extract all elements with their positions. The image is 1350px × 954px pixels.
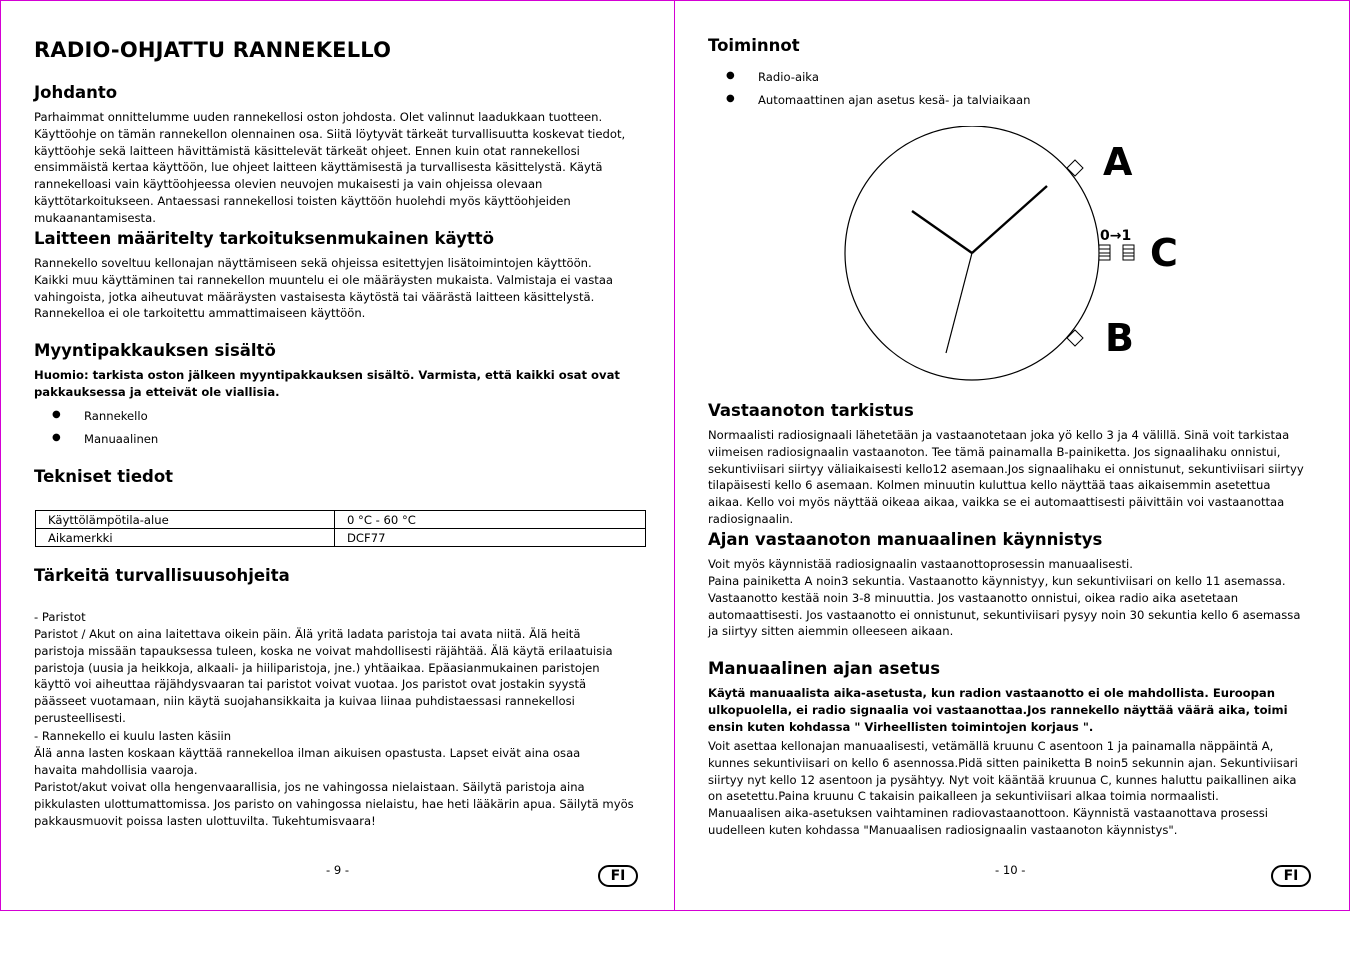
manual-reception-text-1: Voit myös käynnistää radiosignaalin vastaanottoprosessin manuaalisesti. bbox=[708, 557, 1133, 571]
functions-heading: Toiminnot bbox=[708, 36, 800, 55]
package-heading: Myyntipakkauksen sisältö bbox=[34, 341, 276, 360]
table-cell: Käyttölämpötila-alue bbox=[36, 511, 335, 529]
crown-c-icon bbox=[1099, 245, 1134, 260]
button-b-icon bbox=[1067, 330, 1083, 346]
battery-title: - Paristot bbox=[34, 610, 86, 624]
list-item: ● Manuaalinen bbox=[34, 431, 434, 454]
check-text: Normaalisti radiosignaali lähetetään ja vastaanotetaan joka yö kello 3 ja 4 välillä. Sinä voit tarkistaa viimeisen radiosignaalin vastaanoton. Tee tämä painamalla B-painiketta. Jos signaalihaku onnistui, sekuntiviisari siirtyy väliaikaisesti kello12 asemaan.Jos signaalihaku ei onnistunut, sekuntiviisari siirtyy tilapäisesti kello 6 asemaan. Kolmen minuutin kuluttua kello näyttää taas aikaisemmin asetettua aikaa. Kello voi myös näyttää oikeaa aikaa, vaikka se ei automaattisesti päivittäin voi vastaanottaa radiosignaalin. bbox=[708, 428, 1304, 526]
crown-position-label: 0→1 bbox=[1100, 228, 1132, 244]
language-badge: FI bbox=[598, 865, 638, 887]
minute-hand bbox=[972, 186, 1047, 253]
package-list bbox=[34, 408, 434, 453]
label-a: A bbox=[1103, 140, 1133, 184]
table-cell: 0 °C - 60 °C bbox=[335, 511, 646, 529]
hour-hand bbox=[912, 211, 972, 253]
label-c: C bbox=[1150, 231, 1178, 275]
manual-time-text-1: Voit asettaa kellonajan manuaalisesti, vetämällä kruunu C asentoon 1 ja painamalla näppäintä A, kunnes sekuntiviisari on kello 6 asennossa.Pidä sitten painiketta B noin5 sekunnin ajan. Sekuntiviisari siirtyy nyt kello 12 asentoon ja pysähtyy. Nyt voit kääntää kruunua C, kunnes haluttu paikallinen aika on asetettu.Paina kruunu C takaisin paikalleen ja sekuntiviisari alkaa toimia normaalisti. bbox=[708, 739, 1298, 804]
tech-heading: Tekniset tiedot bbox=[34, 467, 174, 486]
page-number: - 10 - bbox=[995, 863, 1026, 877]
check-heading: Vastaanoton tarkistus bbox=[708, 401, 914, 420]
page-number: - 9 - bbox=[326, 863, 350, 877]
label-b: B bbox=[1105, 316, 1134, 360]
intro-text: Parhaimmat onnittelumme uuden rannekellosi oston johdosta. Olet valinnut laadukkaan tuotteen. Käyttöohje on tämän rannekellon olennainen osa. Siitä löytyvät tärkeät turvallisuutta koskevat tiedot, käyttöohje sekä laitteen hävittämistä käsittelevät tärkeät ohjeet. Ennen kuin otat rannekellosi ensimmäistä kertaa käyttöön, lue ohjeet laitteen käyttämisestä ja turvallisesta käsittelystä. Käytä rannekelloasi vain käyttöohjeessa olevien neuvojen mukaisesti ja vain ohjeissa olevaan käyttötarkoitukseen. Antaessasi rannekellosi toisten käyttöön huolehdi myös käyttöohjeiden mukaanantamisesta. bbox=[34, 110, 626, 225]
table-cell: DCF77 bbox=[335, 529, 646, 547]
watch-diagram bbox=[835, 126, 1215, 396]
safety-heading: Tärkeitä turvallisuusohjeita bbox=[34, 566, 290, 585]
package-note: Huomio: tarkista oston jälkeen myyntipakkauksen sisältö. Varmista, että kaikki osat ovat pakkauksessa ja etteivät ole viallisia. bbox=[34, 368, 620, 399]
functions-list bbox=[708, 69, 1208, 114]
button-a-icon bbox=[1067, 160, 1083, 176]
manual-time-text-2: Manuaalisen aika-asetuksen vaihtaminen radiovastaanottoon. Käynnistä vastaanottava prosessi uudelleen kuten kohdassa "Manuaalisen radiosignaalin vastaanoton käynnistys". bbox=[708, 806, 1268, 837]
tech-table bbox=[35, 510, 646, 547]
children-text-1: Älä anna lasten koskaan käyttää rannekelloa ilman aikuisen opastusta. Lapset eivät aina osaa havaita mahdollisia vaaroja. bbox=[34, 746, 581, 777]
manual-time-bold-text: Käytä manuaalista aika-asetusta, kun radion vastaanotto ei ole mahdollista. Euroopan ulkopuolella, ei radio signaalia voi vastaanottaa.Jos rannekello näyttää väärä aika, toimi ensin kuten kohdassa " Virheellisten toimintojen korjaus ". bbox=[708, 686, 1288, 734]
table-cell: Aikamerkki bbox=[36, 529, 335, 547]
manual-reception-heading: Ajan vastaanoton manuaalinen käynnistys bbox=[708, 530, 1103, 549]
list-item: ● Rannekello bbox=[34, 408, 434, 431]
manual-reception-text-2: Paina painiketta A noin3 sekuntia. Vastaanotto käynnistyy, kun sekuntiviisari on kello 11 asemassa. Vastaanotto kestää noin 3-8 minuuttia. Jos vastaanotto onnistui, oikea radio aika asetetaan automaattisesti. Jos vastaanotto ei onnistunut, sekuntiviisari pysyy noin 30 sekuntia kello 6 asemassa ja siirtyy sitten aiemmin olleeseen aikaan. bbox=[708, 574, 1301, 639]
right-page bbox=[674, 0, 1350, 911]
intended-use-text: Rannekello soveltuu kellonajan näyttämiseen sekä ohjeissa esitettyjen lisätoimintojen käyttöön. Kaikki muu käyttäminen tai rannekellon muuntelu ei ole määräysten mukaista. Valmistaja ei vastaa vahingoista, jotka aiheutuvat määräysten vastaisesta käytöstä tai väärästä laitteen käsittelystä. Rannekelloa ei ole tarkoitettu ammattimaiseen käyttöön. bbox=[34, 256, 614, 321]
intro-heading: Johdanto bbox=[34, 83, 118, 102]
children-title: - Rannekello ei kuulu lasten käsiin bbox=[34, 729, 232, 743]
language-badge: FI bbox=[1271, 865, 1311, 887]
manual-time-heading: Manuaalinen ajan asetus bbox=[708, 659, 941, 678]
table-row bbox=[36, 511, 646, 529]
second-hand bbox=[946, 253, 972, 353]
list-item: ● Radio-aika bbox=[708, 69, 1208, 92]
left-page bbox=[0, 0, 675, 911]
children-text-2: Paristot/akut voivat olla hengenvaarallisia, jos ne vahingossa nielaistaan. Säilytä paristoja aina pikkulasten ulottumattomissa. Jos paristo on vahingossa nielaistu, hae heti lääkärin apua. Säilytä myös pakkausmuovit poissa lasten ulottuvilta. Tukehtumisvaara! bbox=[34, 780, 634, 828]
intended-use-heading: Laitteen määritelty tarkoituksenmukainen käyttö bbox=[34, 229, 494, 248]
document-title: RADIO-OHJATTU RANNEKELLO bbox=[34, 38, 392, 62]
table-row bbox=[36, 529, 646, 547]
list-item: ● Automaattinen ajan asetus kesä- ja talviaikaan bbox=[708, 92, 1208, 115]
battery-text: Paristot / Akut on aina laitettava oikein päin. Älä yritä ladata paristoja tai avata niitä. Älä heitä paristoja missään tapauksessa tuleen, koska ne voivat mahdollisesti räjähtää. Älä käytä erilaatuisia paristoja (uusia ja heikkoja, alkaali- ja hiiliparistoja, jne.) yhtäaikaa. Epäasianmukainen paristojen käyttö voi aiheuttaa räjähdysvaaran tai paristot voivat vuotaa. Jos paristot ovat jostakin syystä päässeet vuotamaan, niin käytä suojahansikkaita ja kuivaa liinaa puhdistaessasi rannekellosi perusteellisesti. bbox=[34, 627, 613, 725]
